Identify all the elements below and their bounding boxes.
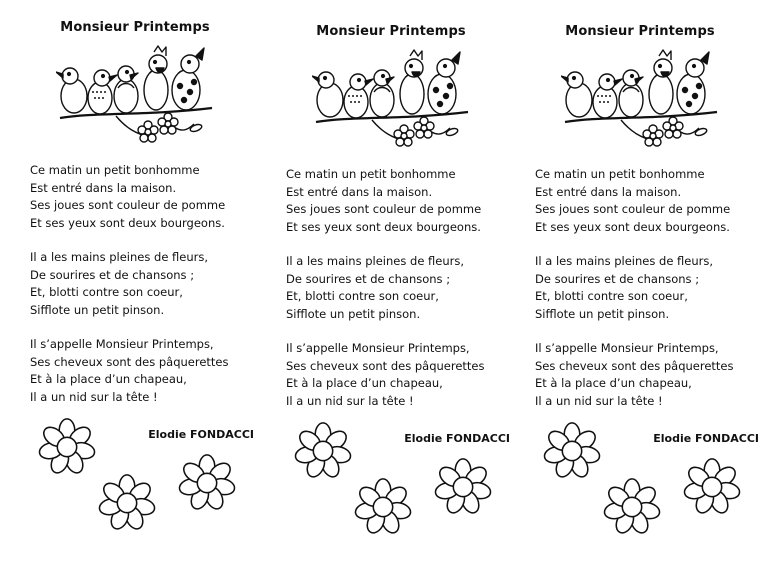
daisy-flower-icon bbox=[176, 452, 238, 514]
poem-line: Ses cheveux sont des pâquerettes bbox=[30, 354, 229, 369]
daisy-flower-icon bbox=[292, 420, 354, 482]
poem-line: Ce matin un petit bonhomme bbox=[535, 167, 705, 181]
stanza bbox=[286, 166, 516, 236]
poem-title: Monsieur Printemps bbox=[60, 20, 210, 35]
poem-line: Il a les mains pleines de fleurs, bbox=[30, 250, 209, 264]
poem-line: Et, blotti contre son coeur, bbox=[30, 285, 183, 299]
poem-line: Et, blotti contre son coeur, bbox=[535, 289, 688, 303]
poem-line: Ses joues sont couleur de pomme bbox=[30, 198, 226, 212]
daisy-flower-icon bbox=[541, 420, 603, 482]
stanza bbox=[535, 253, 765, 323]
poem-line: Il a un nid sur la tête ! bbox=[535, 393, 663, 408]
daisy-flower-icon bbox=[432, 456, 494, 518]
stanza bbox=[535, 340, 765, 410]
poem-line: Sifflote un petit pinson. bbox=[535, 306, 670, 321]
poem-body bbox=[286, 166, 516, 427]
poem-line: Et à la place d’un chapeau, bbox=[286, 376, 443, 390]
birds-on-branch-icon bbox=[56, 42, 216, 152]
daisy-flower-icon bbox=[352, 476, 414, 538]
poem-title: Monsieur Printemps bbox=[316, 24, 466, 39]
daisy-flower-icon bbox=[601, 476, 663, 538]
poem-line: Il s’appelle Monsieur Printemps, bbox=[535, 341, 719, 355]
poem-line: Sifflote un petit pinson. bbox=[30, 302, 165, 317]
poem-line: Il a un nid sur la tête ! bbox=[30, 389, 158, 404]
poem-line: Sifflote un petit pinson. bbox=[286, 306, 421, 321]
poem-body bbox=[535, 166, 765, 427]
author-name: Elodie FONDACCI bbox=[653, 432, 759, 445]
poem-line: Ses cheveux sont des pâquerettes bbox=[286, 358, 485, 373]
stanza bbox=[286, 340, 516, 410]
birds-on-branch-icon bbox=[561, 46, 721, 156]
poem-line: Et ses yeux sont deux bourgeons. bbox=[30, 215, 225, 230]
poem-line: Ce matin un petit bonhomme bbox=[30, 163, 200, 177]
author-name: Elodie FONDACCI bbox=[148, 428, 254, 441]
poem-line: Il s’appelle Monsieur Printemps, bbox=[286, 341, 470, 355]
poem-line: De sourires et de chansons ; bbox=[535, 271, 700, 286]
poem-body bbox=[30, 162, 260, 423]
poem-line: Ses cheveux sont des pâquerettes bbox=[535, 358, 734, 373]
poem-line: Il a les mains pleines de fleurs, bbox=[286, 254, 465, 268]
stanza bbox=[286, 253, 516, 323]
poem-line: Et ses yeux sont deux bourgeons. bbox=[286, 219, 481, 234]
poem-line: Ses joues sont couleur de pomme bbox=[286, 202, 482, 216]
poem-card-2 bbox=[286, 0, 516, 576]
birds-on-branch-icon bbox=[312, 46, 472, 156]
poem-line: Est entré dans la maison. bbox=[535, 184, 682, 199]
poem-line: Ses joues sont couleur de pomme bbox=[535, 202, 731, 216]
poem-line: Et à la place d’un chapeau, bbox=[30, 372, 187, 386]
poem-line: Et à la place d’un chapeau, bbox=[535, 376, 692, 390]
stanza bbox=[30, 336, 260, 406]
poem-line: Ce matin un petit bonhomme bbox=[286, 167, 456, 181]
poem-line: Il a un nid sur la tête ! bbox=[286, 393, 414, 408]
stanza bbox=[535, 166, 765, 236]
daisy-flower-icon bbox=[681, 456, 743, 518]
poem-line: Est entré dans la maison. bbox=[286, 184, 433, 199]
stanza bbox=[30, 162, 260, 232]
daisy-flower-icon bbox=[36, 416, 98, 478]
poem-line: Est entré dans la maison. bbox=[30, 180, 177, 195]
poem-line: Et, blotti contre son coeur, bbox=[286, 289, 439, 303]
poem-line: Il a les mains pleines de fleurs, bbox=[535, 254, 714, 268]
stanza bbox=[30, 249, 260, 319]
author-name: Elodie FONDACCI bbox=[404, 432, 510, 445]
poem-line: Et ses yeux sont deux bourgeons. bbox=[535, 219, 730, 234]
poem-title: Monsieur Printemps bbox=[565, 24, 715, 39]
poem-card-1 bbox=[30, 0, 260, 572]
poem-line: De sourires et de chansons ; bbox=[30, 267, 195, 282]
poem-line: De sourires et de chansons ; bbox=[286, 271, 451, 286]
poem-line: Il s’appelle Monsieur Printemps, bbox=[30, 337, 214, 351]
daisy-flower-icon bbox=[96, 472, 158, 534]
poem-card-3 bbox=[535, 0, 765, 576]
